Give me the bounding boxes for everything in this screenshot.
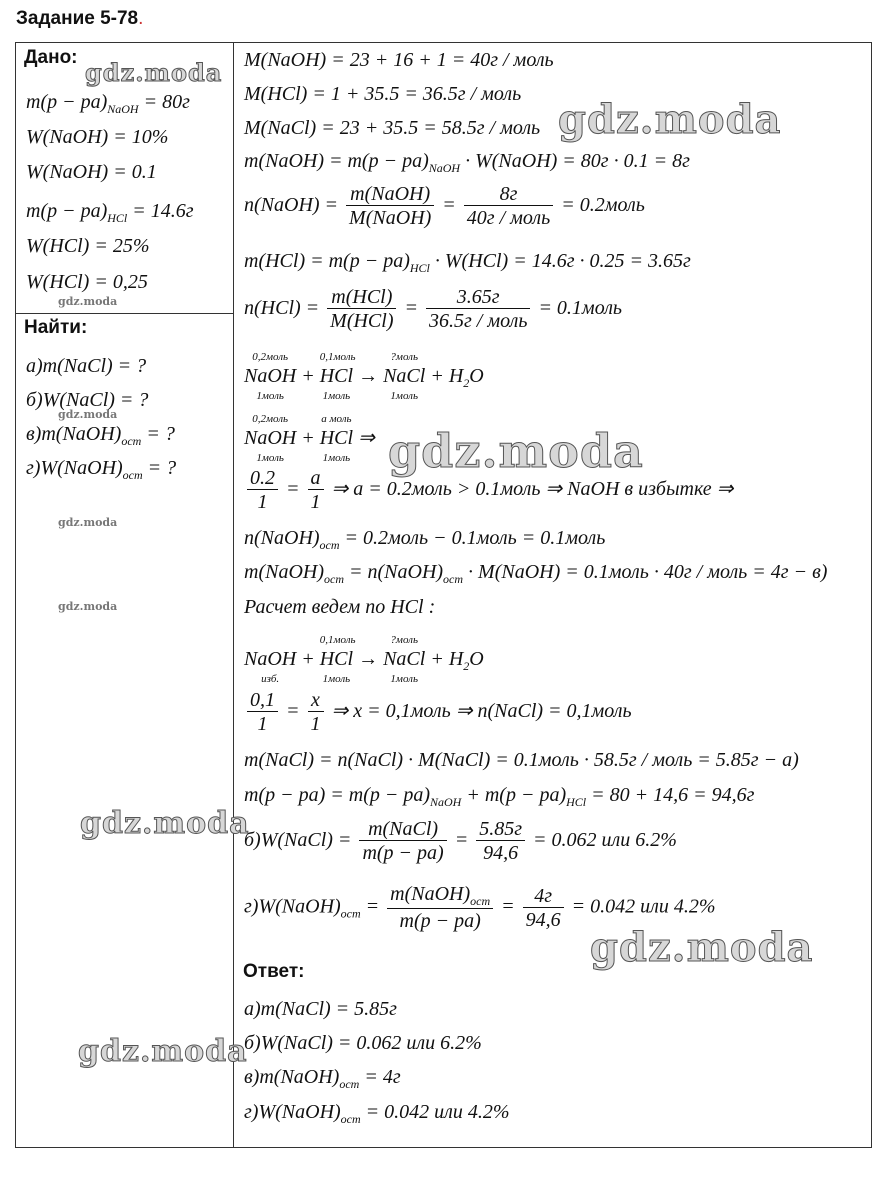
solution-line: m(NaCl) = n(NaCl) · M(NaCl) = 0.1моль · 58.5г / моль = 5.85г − а) — [244, 749, 799, 771]
watermark: gdz.moda — [58, 600, 118, 613]
watermark: gdz.moda — [590, 924, 814, 971]
solution-line: $\frac{0.2}{1}$ = а 1 ⇒ а = 0.2моль > 0.1моль ⇒ NaOH в избытке ⇒ — [244, 467, 733, 514]
solution-line: M(NaOH) = 23 + 16 + 1 = 40г / моль — [244, 49, 554, 71]
find-line: $г)W(NaOH)_{ост}$ = ? — [26, 457, 177, 482]
solution-line: Расчет ведем по HCl : — [244, 596, 436, 618]
answer-label: Ответ: — [243, 961, 305, 982]
answer-line: а)m(NaCl) = 5.85г — [244, 998, 397, 1020]
find-line: б)W(NaCl) = ? — [26, 389, 149, 411]
solution-line: $n(NaOH)_{ост}$ = 0.2моль − 0.1моль = 0.1моль — [244, 527, 606, 552]
watermark: gdz.moda — [58, 408, 118, 421]
reaction-equation: 0,2моль NaOH 1моль + 0,1моль HCl 1моль → ?моль NaCl 1моль + $H_2O$ — [244, 351, 484, 402]
find-line: а)m(NaCl) = ? — [26, 355, 147, 377]
solution-line: M(NaCl) = 23 + 35.5 = 58.5г / моль — [244, 117, 541, 139]
solution-line: $m(p - pa) = m(p - pa)_{NaOH} + m(p - pa)_{HCl} = 80 + 14,6 = 94,6г$ — [244, 784, 755, 809]
given-line: W(NaOH) = 0.1 — [26, 161, 157, 183]
solution-line: $\frac{0,1}{1}$ = $\frac{x}{1}$ ⇒ x = 0,1моль ⇒ n(NaCl) = 0,1моль — [244, 689, 632, 736]
watermark: gdz.moda — [85, 58, 223, 87]
find-line: $в)m(NaOH)_{ост}$ = ? — [26, 423, 175, 448]
given-line: $m(p - pa)_{NaOH} = 80г$ — [26, 91, 190, 116]
given-line: W(HCl) = 25% — [26, 235, 150, 257]
solution-table — [15, 42, 872, 1148]
given-label: Дано: — [24, 47, 78, 68]
given-line: W(NaOH) = 10% — [26, 126, 169, 148]
solution-line: б)W(NaCl) = m(NaCl) m(p − pa) = 5.85г 94,6 = 0.062 или 6.2% — [244, 818, 677, 864]
given-find-divider — [16, 313, 234, 314]
task-title: Задание 5-78. — [16, 8, 144, 29]
answer-line: б)W(NaCl) = 0.062 или 6.2% — [244, 1032, 482, 1054]
column-divider — [233, 43, 234, 1147]
watermark: gdz.moda — [78, 1034, 248, 1069]
watermark: gdz.moda — [388, 424, 644, 478]
solution-line: n(NaOH) = m(NaOH) M(NaOH) = 8г 40г / моль = 0.2моль — [244, 183, 645, 229]
solution-line: $г)W(NaOH)_{ост}$ = $m(NaOH)_{ост}$ m(p − pa) = 4г 94,6 = 0.042 или 4.2% — [244, 883, 716, 933]
solution-line: M(HCl) = 1 + 35.5 = 36.5г / моль — [244, 83, 522, 105]
given-line: W(HCl) = 0,25 — [26, 271, 148, 293]
reaction-equation: 0,2моль NaOH 1моль + а моль HCl 1моль ⇒ — [244, 413, 375, 464]
given-line: $m(p - pa)_{HCl} = 14.6г$ — [26, 200, 194, 225]
reaction-equation: NaOH изб. + 0,1моль HCl 1моль → ?моль NaCl 1моль + $H_2O$ — [244, 634, 484, 685]
solution-line: n(HCl) = m(HCl) M(HCl) = 3.65г 36.5г / моль = 0.1моль — [244, 286, 623, 332]
solution-line: m(NaOH) = $m(p - pa)_{NaOH}$ · W(NaOH) = 80г · 0.1 = 8г — [244, 150, 690, 175]
watermark: gdz.moda — [58, 295, 118, 308]
watermark: gdz.moda — [58, 516, 118, 529]
solution-line: $m(HCl) = m(p - pa)_{HCl} \cdot W(HCl) = 14.6г \cdot 0.25 = 3.65г$ — [244, 250, 691, 275]
watermark: gdz.moda — [558, 96, 782, 143]
find-label: Найти: — [24, 317, 88, 338]
solution-line: $m(NaOH)_{ост}$ = $n(NaOH)_{ост}$ · M(NaOH) = 0.1моль · 40г / моль = 4г − в) — [244, 561, 828, 586]
watermark: gdz.moda — [80, 806, 250, 841]
answer-line: $г)W(NaOH)_{ост} = 0.042$ или 4.2% — [244, 1101, 510, 1126]
answer-line: $в)m(NaOH)_{ост} = 4г$ — [244, 1066, 401, 1091]
